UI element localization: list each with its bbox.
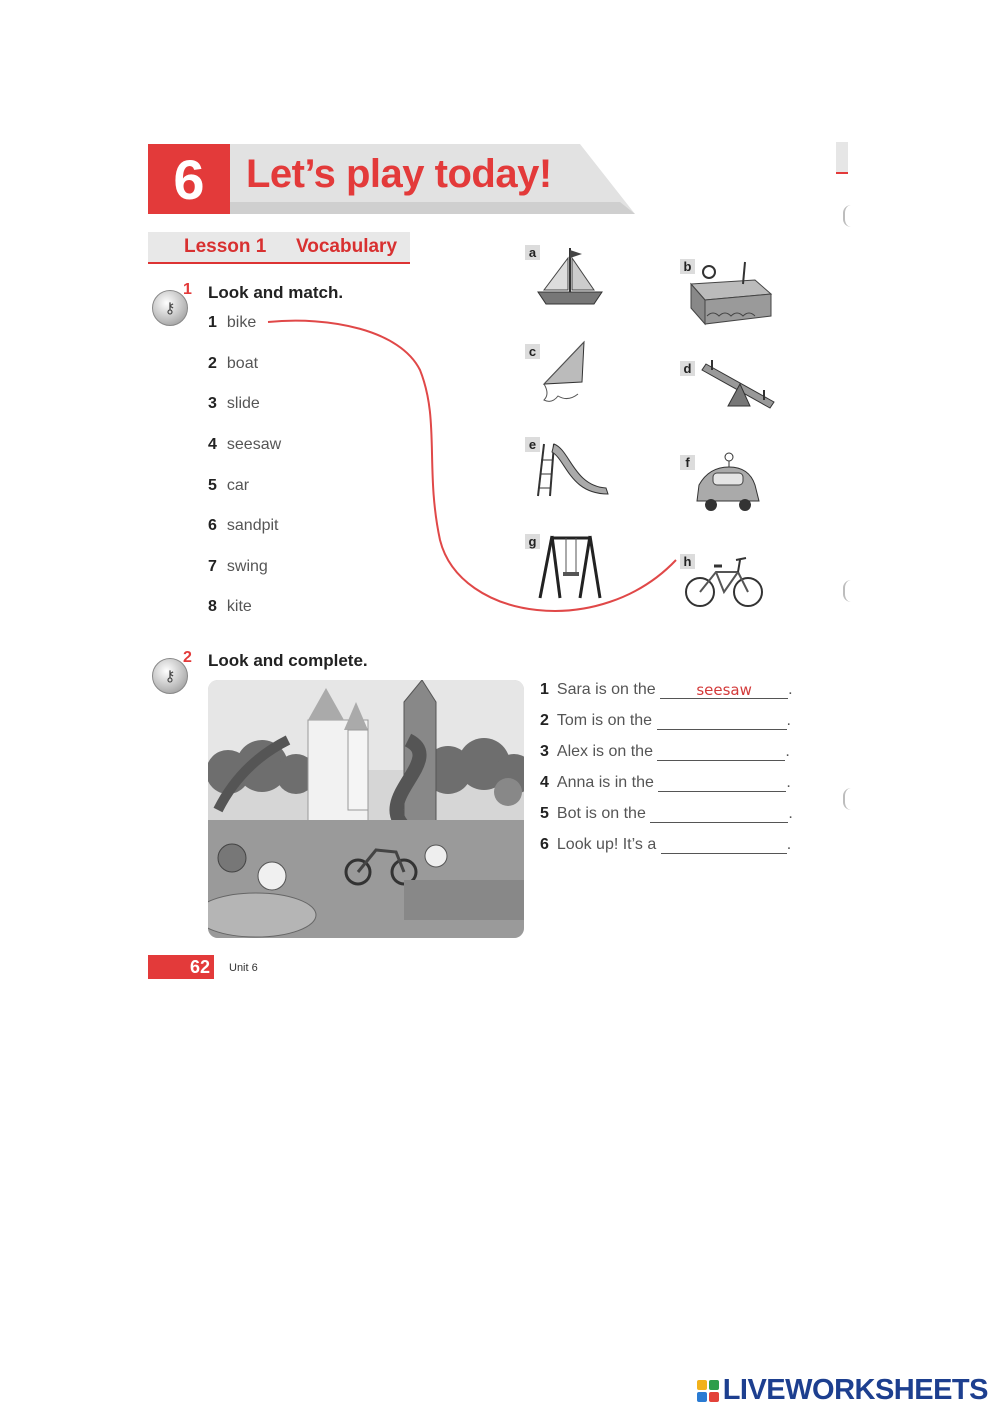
word-item: 7 swing: [208, 558, 268, 575]
page-title: Let’s play today!: [246, 152, 552, 196]
picture-letter: f: [680, 455, 695, 470]
sentence-row: 2 Tom is on the .: [540, 712, 791, 729]
answer-blank[interactable]: seesaw: [660, 681, 788, 699]
answer-blank[interactable]: [658, 774, 786, 792]
exercise-2-instruction: Look and complete.: [208, 651, 368, 670]
answer-blank[interactable]: [650, 805, 788, 823]
unit-footer: Unit 6: [229, 962, 258, 974]
word-item: 5 car: [208, 477, 250, 494]
answer-blank[interactable]: [657, 743, 785, 761]
match-line[interactable]: [0, 0, 1000, 700]
sentence-row: 1 Sara is on the seesaw .: [540, 681, 793, 699]
liveworksheets-brand[interactable]: [697, 1374, 988, 1407]
page-number: 62: [189, 956, 210, 977]
picture-letter: e: [525, 437, 540, 452]
answer-blank[interactable]: [657, 712, 787, 730]
sentence-row: 6 Look up! It’s a .: [540, 836, 792, 853]
word-item: 2 boat: [208, 355, 259, 372]
key-icon: ⚷: [152, 290, 188, 326]
slide-icon[interactable]: [530, 430, 620, 510]
playground-scene: [208, 680, 524, 938]
exercise-2-number: 2: [183, 649, 192, 666]
car-icon[interactable]: [685, 445, 775, 525]
word-item: 4 seesaw: [208, 436, 282, 453]
sandpit-icon[interactable]: [685, 254, 775, 334]
boat-icon[interactable]: [530, 240, 620, 320]
bike-icon[interactable]: [680, 540, 770, 620]
picture-letter: b: [680, 259, 695, 274]
word-item: 3 slide: [208, 395, 260, 412]
picture-letter: g: [525, 534, 540, 549]
picture-letter: c: [525, 344, 540, 359]
swing-icon[interactable]: [530, 528, 620, 608]
seesaw-icon[interactable]: [690, 350, 780, 430]
brand-name: LIVEWORKSHEETS: [722, 1374, 988, 1406]
unit-number: 6: [173, 147, 205, 211]
edge-mark: [843, 788, 851, 810]
kite-icon[interactable]: [530, 338, 620, 418]
lesson-label: Lesson 1: [184, 236, 267, 257]
liveworksheets-logo-icon: [697, 1380, 719, 1402]
word-item: 6 sandpit: [208, 517, 279, 534]
page-number-bar: [148, 955, 214, 979]
picture-letter: d: [680, 361, 695, 376]
word-item: 8 kite: [208, 598, 252, 615]
sentence-row: 3 Alex is on the .: [540, 743, 790, 760]
answer-blank[interactable]: [661, 836, 787, 854]
picture-letter: a: [525, 245, 540, 260]
sentence-row: 4 Anna is in the .: [540, 774, 791, 791]
key-icon: ⚷: [152, 658, 188, 694]
word-item: 1 bike: [208, 314, 257, 331]
picture-letter: h: [680, 554, 695, 569]
lesson-subject: Vocabulary: [296, 236, 398, 257]
exercise-1-instruction: Look and match.: [208, 283, 344, 302]
playground-illustration: [208, 680, 524, 938]
exercise-1-number: 1: [183, 281, 192, 298]
sentence-row: 5 Bot is on the .: [540, 805, 793, 822]
